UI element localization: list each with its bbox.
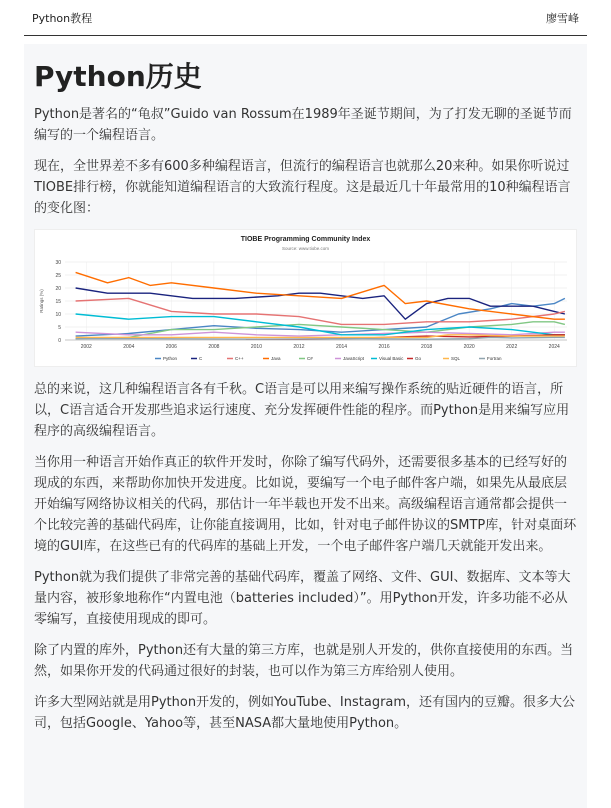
x-tick-label: 2014 [335,344,348,350]
legend-entry: Visual Basic [379,356,404,361]
y-tick-label: 10 [55,312,61,318]
legend-entry: C [199,356,203,361]
series-line-c [76,288,565,319]
page-title: Python历史 [34,60,202,93]
x-tick-label: 2024 [548,344,560,350]
y-tick-label: 20 [55,286,61,292]
article [24,44,587,808]
site-title-link[interactable]: Python教程 [32,11,93,25]
x-tick-label: 2012 [293,344,305,350]
y-tick-label: 5 [58,325,61,331]
x-tick-label: 2018 [421,344,433,350]
legend-entry: Fortran [487,356,502,361]
x-tick-label: 2004 [123,344,135,350]
tiobe-chart [34,229,577,367]
legend-entry: SQL [451,356,461,361]
x-tick-label: 2008 [208,344,220,350]
x-tick-label: 2002 [80,344,92,350]
paragraph-3: 总的来说，这几种编程语言各有千秋。C语言是可以用来编写操作系统的贴近硬件的语言，所以，C语言适合开发那些追求运行速度、充分发挥硬件性能的程序。而Python是用来编写应用程序的高级编程语言。 [34,382,570,439]
legend-entry: Java [271,356,281,361]
paragraph-4: 当你用一种语言开始作真正的软件开发时，你除了编写代码外，还需要很多基本的已经写好的现成的东西，来帮助你加快开发进度。比如说，要编写一个电子邮件客户端，如果先从最底层开始编写网络协议相关的代码，那估计一年半载也开发不出来。高级编程语言通常都会提供一个比较完善的基础代码库，让你能直接调用，比如，针对电子邮件协议的SMTP库，针对桌面环境的GUI库，在这些已有的代码库的基础上开发，一个电子邮件客户端几天就能开发出来。 [34,455,577,554]
legend-entry: C++ [235,356,244,361]
y-tick-label: 15 [55,299,61,305]
top-bar [24,0,587,36]
x-tick-label: 2020 [463,344,475,350]
paragraph-6: 除了内置的库外，Python还有大量的第三方库，也就是别人开发的，供你直接使用的东西。当然，如果你开发的代码通过很好的封装，也可以作为第三方库给别人使用。 [34,643,574,679]
x-tick-label: 2016 [378,344,390,350]
x-tick-label: 2010 [250,344,263,350]
author-link[interactable]: 廖雪峰 [546,11,579,25]
paragraph-1: Python是著名的“龟叔”Guido van Rossum在1989年圣诞节期间，为了打发无聊的圣诞节而编写的一个编程语言。 [34,107,572,143]
paragraph-7: 许多大型网站就是用Python开发的，例如YouTube、Instagram，还有国内的豆瓣。很多大公司，包括Google、Yahoo等，甚至NASA都大量地使用Python。 [34,695,576,731]
legend-entry: Python [163,356,178,361]
tiobe-chart-svg [35,230,576,366]
chart-subtitle: Source: www.tiobe.com [281,246,330,251]
chart-title: TIOBE Programming Community Index [240,236,371,243]
x-tick-label: 2022 [506,344,518,350]
chart-y-axis-label: Ratings (%) [39,289,44,313]
legend-entry: C# [307,356,313,361]
series-line-java [76,272,565,319]
y-tick-label: 30 [55,260,61,266]
y-tick-label: 0 [58,338,61,344]
legend-entry: Go [415,356,422,361]
paragraph-5: Python就为我们提供了非常完善的基础代码库，覆盖了网络、文件、GUI、数据库、文本等大量内容，被形象地称作“内置电池（batteries included）”。用Python开发，许多功能不必从零编写，直接使用现成的即可。 [34,570,571,627]
x-tick-label: 2006 [165,344,177,350]
legend-entry: JavaScript [343,356,365,361]
y-tick-label: 25 [55,273,61,279]
paragraph-2: 现在，全世界差不多有600多种编程语言，但流行的编程语言也就那么20来种。如果你听说过TIOBE排行榜，你就能知道编程语言的大致流行程度。这是最近几十年最常用的10种编程语言的变化图： [34,159,571,216]
